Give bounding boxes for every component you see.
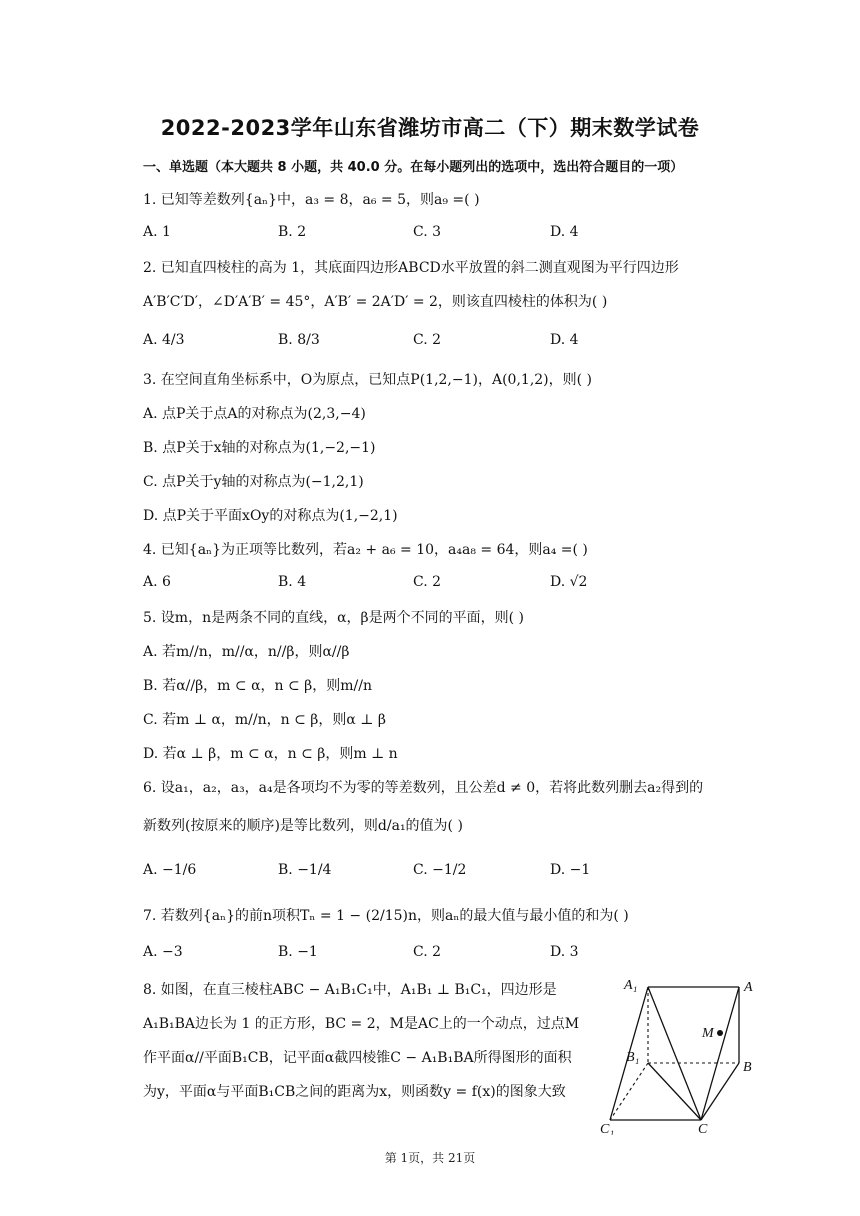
question-4-options bbox=[143, 574, 783, 596]
page-title: 2022-2023学年山东省潍坊市高二（下）期末数学试卷 bbox=[160, 116, 700, 140]
option-a: A. −3 bbox=[143, 944, 183, 960]
question-2-stem-line-2: A′B′C′D′，∠D′A′B′ = 45°，A′B′ = 2A′D′ = 2，则该直四棱柱的体积为( ) bbox=[143, 294, 608, 310]
option-d: D. 3 bbox=[550, 944, 579, 960]
question-3-option-b: B. 点P关于x轴的对称点为(1,−2,−1) bbox=[143, 440, 376, 456]
option-a: A. 6 bbox=[143, 574, 171, 590]
option-d: D. 4 bbox=[550, 224, 579, 240]
option-c: C. 2 bbox=[413, 944, 442, 960]
question-8-stem-line-3: 作平面α//平面B₁CB，记平面α截四棱锥C − A₁B₁BA所得图形的面积 bbox=[143, 1050, 572, 1066]
option-b: B. 4 bbox=[278, 574, 307, 590]
question-3-stem: 3. 在空间直角坐标系中，O为原点，已知点P(1,2,−1)，A(0,1,2)，则( ) bbox=[143, 372, 593, 388]
question-2-options bbox=[143, 332, 783, 354]
question-5-option-c: C. 若m ⊥ α，m//n，n ⊂ β，则α ⊥ β bbox=[143, 712, 386, 728]
question-8-stem-line-1: 8. 如图，在直三棱柱ABC − A₁B₁C₁中，A₁B₁ ⊥ B₁C₁，四边形是 bbox=[143, 982, 557, 998]
question-6-stem-line-2: 新数列(按原来的顺序)是等比数列，则d/a₁的值为( ) bbox=[143, 818, 463, 834]
option-c: C. 3 bbox=[413, 224, 442, 240]
option-a: A. 1 bbox=[143, 224, 171, 240]
option-d: D. 4 bbox=[550, 332, 579, 348]
option-a: A. 4/3 bbox=[143, 332, 185, 348]
label-b1: B₁ bbox=[626, 1050, 640, 1065]
question-4-stem: 4. 已知{aₙ}为正项等比数列，若a₂ + a₆ = 10，a₄a₈ = 64，则a₄ =( ) bbox=[143, 542, 588, 558]
question-5-option-d: D. 若α ⊥ β，m ⊂ α，n ⊂ β，则m ⊥ n bbox=[143, 746, 398, 762]
question-6-stem-line-1: 6. 设a₁，a₂，a₃，a₄是各项均不为零的等差数列，且公差d ≠ 0，若将此数列删去a₂得到的 bbox=[143, 780, 704, 796]
section-heading: 一、单选题（本大题共 8 小题，共 40.0 分。在每小题列出的选项中，选出符合题目的一项） bbox=[143, 160, 684, 175]
option-b: B. −1 bbox=[278, 944, 318, 960]
label-c: C bbox=[698, 1122, 708, 1135]
edge-c-b bbox=[701, 1063, 739, 1120]
label-m: M bbox=[702, 1026, 714, 1041]
question-6-options bbox=[143, 862, 783, 884]
question-1-options bbox=[143, 224, 783, 246]
option-a: A. −1/6 bbox=[143, 862, 197, 878]
question-8-stem-line-4: 为y，平面α与平面B₁CB之间的距离为x，则函数y = f(x)的图象大致 bbox=[143, 1084, 566, 1100]
question-3-option-c: C. 点P关于y轴的对称点为(−1,2,1) bbox=[143, 474, 364, 490]
question-8-stem-line-2: A₁B₁BA边长为 1 的正方形，BC = 2，M是AC上的一个动点，过点M bbox=[143, 1016, 580, 1032]
edge-a-c bbox=[701, 987, 739, 1120]
edge-b1-c1-hidden bbox=[610, 1063, 648, 1120]
question-3-option-d: D. 点P关于平面xOy的对称点为(1,−2,1) bbox=[143, 508, 398, 524]
label-c1: C₁ bbox=[600, 1122, 615, 1135]
edge-b1-c bbox=[648, 1063, 701, 1120]
point-m bbox=[717, 1030, 723, 1036]
question-3-option-a: A. 点P关于点A的对称点为(2,3,−4) bbox=[143, 406, 366, 422]
question-5-option-b: B. 若α//β，m ⊂ α，n ⊂ β，则m//n bbox=[143, 678, 372, 694]
page-footer: 第 1页，共 21页 bbox=[384, 1151, 476, 1165]
label-a1: A₁ bbox=[624, 978, 638, 993]
prism-figure bbox=[596, 975, 766, 1135]
label-a: A bbox=[744, 980, 753, 995]
question-5-option-a: A. 若m//n，m//α，n//β，则α//β bbox=[143, 644, 350, 660]
option-d: D. −1 bbox=[550, 862, 591, 878]
edge-a1-c bbox=[648, 987, 701, 1120]
option-c: C. 2 bbox=[413, 574, 442, 590]
option-c: C. −1/2 bbox=[413, 862, 467, 878]
question-2-stem-line-1: 2. 已知直四棱柱的高为 1，其底面四边形ABCD水平放置的斜二测直观图为平行四边形 bbox=[143, 260, 679, 276]
option-b: B. 2 bbox=[278, 224, 307, 240]
question-7-options bbox=[143, 944, 783, 966]
question-5-stem: 5. 设m，n是两条不同的直线，α，β是两个不同的平面，则( ) bbox=[143, 610, 525, 626]
option-b: B. 8/3 bbox=[278, 332, 320, 348]
question-1-stem: 1. 已知等差数列{aₙ}中，a₃ = 8，a₆ = 5，则a₉ =( ) bbox=[143, 192, 480, 208]
question-7-stem: 7. 若数列{aₙ}的前n项积Tₙ = 1 − (2/15)n，则aₙ的最大值与最小值的和为( ) bbox=[143, 908, 629, 924]
option-c: C. 2 bbox=[413, 332, 442, 348]
option-b: B. −1/4 bbox=[278, 862, 332, 878]
option-d: D. √2 bbox=[550, 574, 588, 590]
label-b: B bbox=[743, 1060, 752, 1075]
